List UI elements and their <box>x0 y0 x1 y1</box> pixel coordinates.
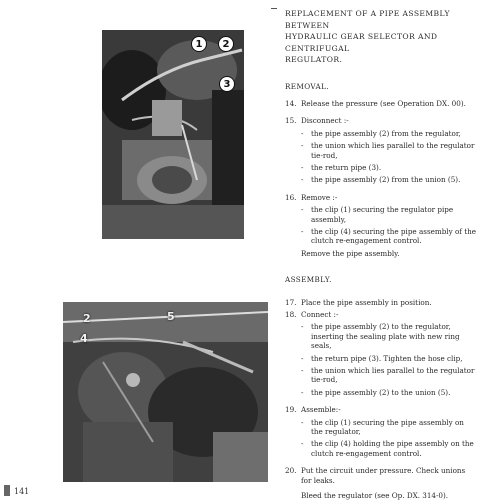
header-dash <box>271 8 277 9</box>
list-item: - the return pipe (3). <box>301 162 382 172</box>
list-item: - the pipe assembly (2) from the union (5). <box>301 175 461 185</box>
photo-bottom-image <box>63 302 268 482</box>
removal-title: REMOVAL. <box>285 81 329 91</box>
list-item: - the union which lies parallel to the regulator tie-rod, <box>301 141 475 160</box>
list-item: - the pipe assembly (2) to the regulator, inserting the sealing plate with new ring seals, <box>301 322 460 351</box>
list-item: - the return pipe (3). Tighten the hose clip, <box>301 353 463 363</box>
step-text: Disconnect :- <box>301 116 349 126</box>
label-4: 4 <box>80 332 88 345</box>
step-number: 17. <box>285 297 297 307</box>
step-text: Release the pressure (see Operation DX. 00). <box>301 98 466 108</box>
photo-bottom <box>63 302 268 482</box>
list-item: - the clip (4) holding the pipe assembly on the clutch re-engagement control. <box>301 439 474 458</box>
list-item: - the pipe assembly (2) to the union (5). <box>301 387 451 397</box>
heading-line-3: REGULATOR. <box>285 55 343 64</box>
callout-2: 2 <box>218 36 234 52</box>
step-number: 14. <box>285 98 297 108</box>
step-text: Remove :- <box>301 192 338 202</box>
step-18 <box>285 310 477 319</box>
step-text: Put the circuit under pressure. Check unions for leaks. <box>301 466 466 485</box>
step-14 <box>285 99 477 108</box>
step-text: Place the pipe assembly in position. <box>301 297 432 307</box>
heading-line-2: HYDRAULIC GEAR SELECTOR AND CENTRIFUGAL <box>285 32 438 53</box>
callout-3: 3 <box>219 76 235 92</box>
step-16 <box>285 193 477 202</box>
photo-top <box>102 30 244 239</box>
list-item: - the union which lies parallel to the regulator tie-rod, <box>301 366 475 385</box>
label-2: 2 <box>83 312 91 325</box>
step-number: 16. <box>285 192 297 202</box>
step-note: Remove the pipe assembly. <box>301 248 400 258</box>
step-19 <box>285 405 477 414</box>
callout-1: 1 <box>191 36 207 52</box>
step-text: Assemble:- <box>301 405 341 415</box>
step-text: Connect :- <box>301 310 339 319</box>
step-20 <box>285 466 477 485</box>
step-number: 18. <box>285 310 297 319</box>
step-17 <box>285 298 477 307</box>
photo-top-image <box>102 30 244 239</box>
list-item: - the clip (1) securing the regulator pipe assembly, <box>301 205 454 224</box>
step-number: 20. <box>285 466 297 476</box>
step-15 <box>285 116 477 125</box>
list-item: - the pipe assembly (2) from the regulator, <box>301 128 461 138</box>
label-5: 5 <box>167 310 175 323</box>
list-item: - the clip (4) securing the pipe assembly of the clutch re-engagement control. <box>301 226 476 246</box>
step-note: Bleed the regulator (see Op. DX. 314-0). <box>301 491 449 501</box>
page-number: 141 <box>14 487 30 496</box>
assembly-title: ASSEMBLY. <box>285 275 332 285</box>
procedure-text <box>285 8 477 501</box>
page-edge-mark <box>4 485 10 496</box>
step-number: 15. <box>285 116 297 126</box>
step-number: 19. <box>285 405 297 415</box>
heading-line-1: REPLACEMENT OF A PIPE ASSEMBLY BETWEEN <box>285 9 450 30</box>
list-item: - the clip (1) securing the pipe assembly on the regulator, <box>301 417 464 437</box>
